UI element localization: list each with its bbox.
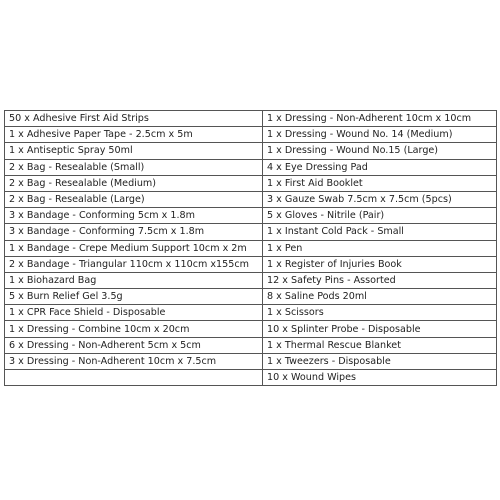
item-cell-right: 1 x Thermal Rescue Blanket xyxy=(263,337,497,353)
item-cell-left xyxy=(5,370,263,386)
item-cell-left: 1 x Dressing - Combine 10cm x 20cm xyxy=(5,321,263,337)
item-cell-left: 1 x Adhesive Paper Tape - 2.5cm x 5m xyxy=(5,127,263,143)
item-cell-right: 1 x Dressing - Non-Adherent 10cm x 10cm xyxy=(263,111,497,127)
item-cell-left: 2 x Bag - Resealable (Small) xyxy=(5,159,263,175)
item-cell-left: 1 x CPR Face Shield - Disposable xyxy=(5,305,263,321)
item-cell-left: 2 x Bag - Resealable (Large) xyxy=(5,191,263,207)
table-row xyxy=(5,143,497,159)
table-row xyxy=(5,305,497,321)
table-row xyxy=(5,111,497,127)
item-cell-right: 1 x Pen xyxy=(263,240,497,256)
item-cell-right: 4 x Eye Dressing Pad xyxy=(263,159,497,175)
item-cell-left: 1 x Biohazard Bag xyxy=(5,272,263,288)
table-row xyxy=(5,175,497,191)
item-cell-left: 1 x Bandage - Crepe Medium Support 10cm x 2m xyxy=(5,240,263,256)
table-row xyxy=(5,159,497,175)
table-row xyxy=(5,191,497,207)
item-cell-right: 10 x Splinter Probe - Disposable xyxy=(263,321,497,337)
item-cell-left: 5 x Burn Relief Gel 3.5g xyxy=(5,289,263,305)
table-row xyxy=(5,240,497,256)
table-body xyxy=(5,111,497,386)
item-cell-left: 3 x Bandage - Conforming 7.5cm x 1.8m xyxy=(5,224,263,240)
item-cell-right: 8 x Saline Pods 20ml xyxy=(263,289,497,305)
item-cell-right: 12 x Safety Pins - Assorted xyxy=(263,272,497,288)
item-cell-left: 2 x Bag - Resealable (Medium) xyxy=(5,175,263,191)
table-row xyxy=(5,353,497,369)
item-cell-right: 1 x Dressing - Wound No. 14 (Medium) xyxy=(263,127,497,143)
item-cell-right: 1 x Dressing - Wound No.15 (Large) xyxy=(263,143,497,159)
item-cell-right: 5 x Gloves - Nitrile (Pair) xyxy=(263,208,497,224)
table-row xyxy=(5,224,497,240)
item-cell-left: 1 x Antiseptic Spray 50ml xyxy=(5,143,263,159)
table-row xyxy=(5,370,497,386)
item-cell-right: 1 x Register of Injuries Book xyxy=(263,256,497,272)
table-row xyxy=(5,208,497,224)
table-row xyxy=(5,289,497,305)
item-cell-left: 2 x Bandage - Triangular 110cm x 110cm x155cm xyxy=(5,256,263,272)
item-cell-right: 1 x Tweezers - Disposable xyxy=(263,353,497,369)
item-cell-left: 3 x Bandage - Conforming 5cm x 1.8m xyxy=(5,208,263,224)
table-row xyxy=(5,127,497,143)
item-cell-right: 10 x Wound Wipes xyxy=(263,370,497,386)
item-cell-left: 50 x Adhesive First Aid Strips xyxy=(5,111,263,127)
table-row xyxy=(5,256,497,272)
table-row xyxy=(5,337,497,353)
item-cell-right: 1 x Scissors xyxy=(263,305,497,321)
item-cell-right: 3 x Gauze Swab 7.5cm x 7.5cm (5pcs) xyxy=(263,191,497,207)
table-row xyxy=(5,321,497,337)
table-row xyxy=(5,272,497,288)
first-aid-contents-table xyxy=(4,110,497,386)
item-cell-right: 1 x First Aid Booklet xyxy=(263,175,497,191)
item-cell-left: 6 x Dressing - Non-Adherent 5cm x 5cm xyxy=(5,337,263,353)
item-cell-right: 1 x Instant Cold Pack - Small xyxy=(263,224,497,240)
item-cell-left: 3 x Dressing - Non-Adherent 10cm x 7.5cm xyxy=(5,353,263,369)
